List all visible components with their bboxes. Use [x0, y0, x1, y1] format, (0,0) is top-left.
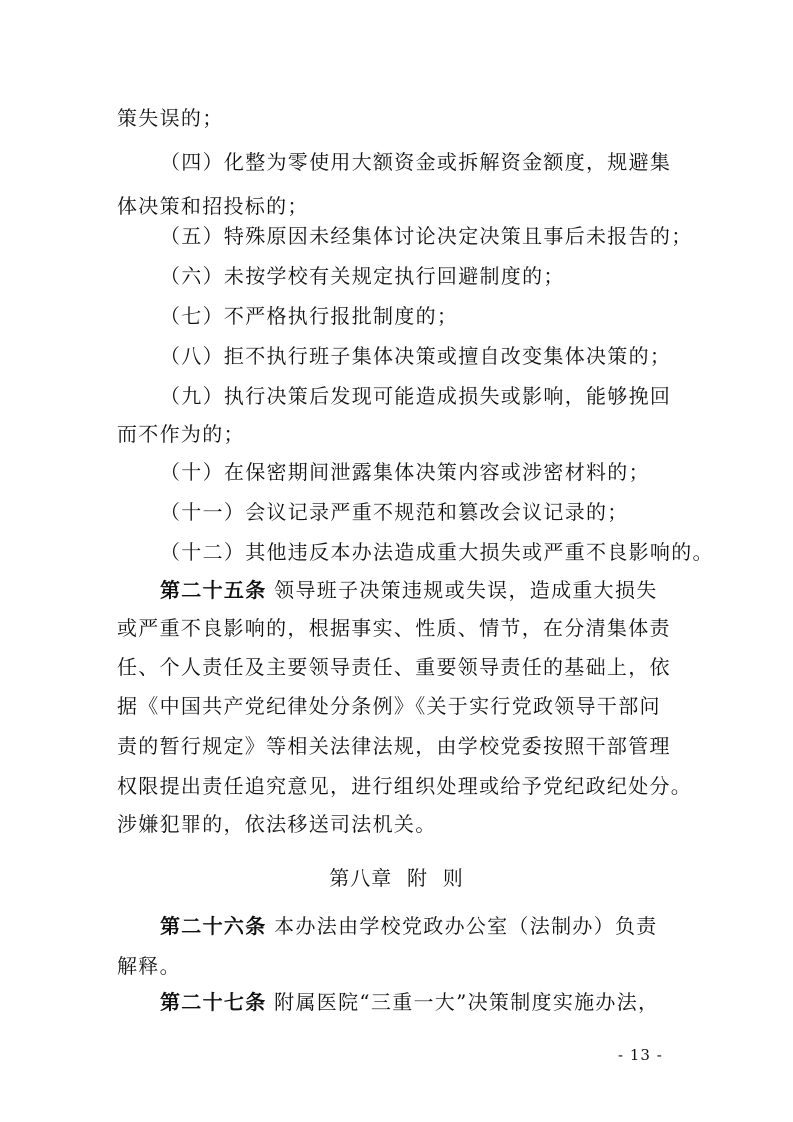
text-line: 解释。	[117, 954, 181, 978]
text-line: 涉嫌犯罪的，依法移送司法机关。	[117, 812, 437, 836]
text-line: 责的暂行规定》等相关法律法规，由学校党委按照干部管理	[117, 734, 671, 758]
article-25-label: 第二十五条	[160, 578, 267, 602]
article-26-label: 第二十六条	[160, 914, 267, 938]
chapter-title: 第八章 附 则	[329, 866, 464, 890]
text-line: 权限提出责任追究意见，进行组织处理或给予党纪政纪处分。	[117, 774, 693, 798]
text-line: 或严重不良影响的，根据事实、性质、情节，在分清集体责	[117, 616, 671, 640]
text-line: （七）不严格执行报批制度的；	[160, 304, 459, 328]
text-line: （十一）会议记录严重不规范和篡改会议记录的；	[160, 500, 629, 524]
article-25-text: 领导班子决策违规或失误，造成重大损失	[274, 578, 658, 602]
text-line: （四）化整为零使用大额资金或拆解资金额度，规避集	[160, 150, 672, 174]
text-line: （五）特殊原因未经集体讨论决定决策且事后未报告的；	[160, 224, 693, 248]
text-line: 体决策和招投标的；	[117, 194, 309, 218]
text-line: 据《中国共产党纪律处分条例》《关于实行党政领导干部问	[117, 694, 661, 718]
text-line: （十）在保密期间泄露集体决策内容或涉密材料的；	[160, 460, 650, 484]
article-26-text: 本办法由学校党政办公室（法制办）负责	[274, 914, 658, 938]
text-line: 任、个人责任及主要领导责任、重要领导责任的基础上，依	[117, 655, 671, 679]
page-number: - 13 -	[618, 1046, 663, 1064]
article-26-first-line	[160, 912, 680, 940]
text-line: （八）拒不执行班子集体决策或擅自改变集体决策的；	[160, 344, 672, 368]
text-line: 而不作为的；	[117, 422, 245, 446]
text-line: 策失误的；	[117, 106, 224, 130]
article-27-label: 第二十七条	[160, 990, 267, 1014]
article-25-first-line	[160, 576, 680, 604]
text-line: （十二）其他违反本办法造成重大损失或严重不良影响的。	[160, 540, 714, 564]
text-line: （六）未按学校有关规定执行回避制度的；	[160, 264, 565, 288]
article-27-text: 附属医院“三重一大”决策制度实施办法，	[274, 990, 660, 1014]
text-line: （九）执行决策后发现可能造成损失或影响，能够挽回	[160, 384, 672, 408]
article-27-first-line	[160, 988, 680, 1016]
